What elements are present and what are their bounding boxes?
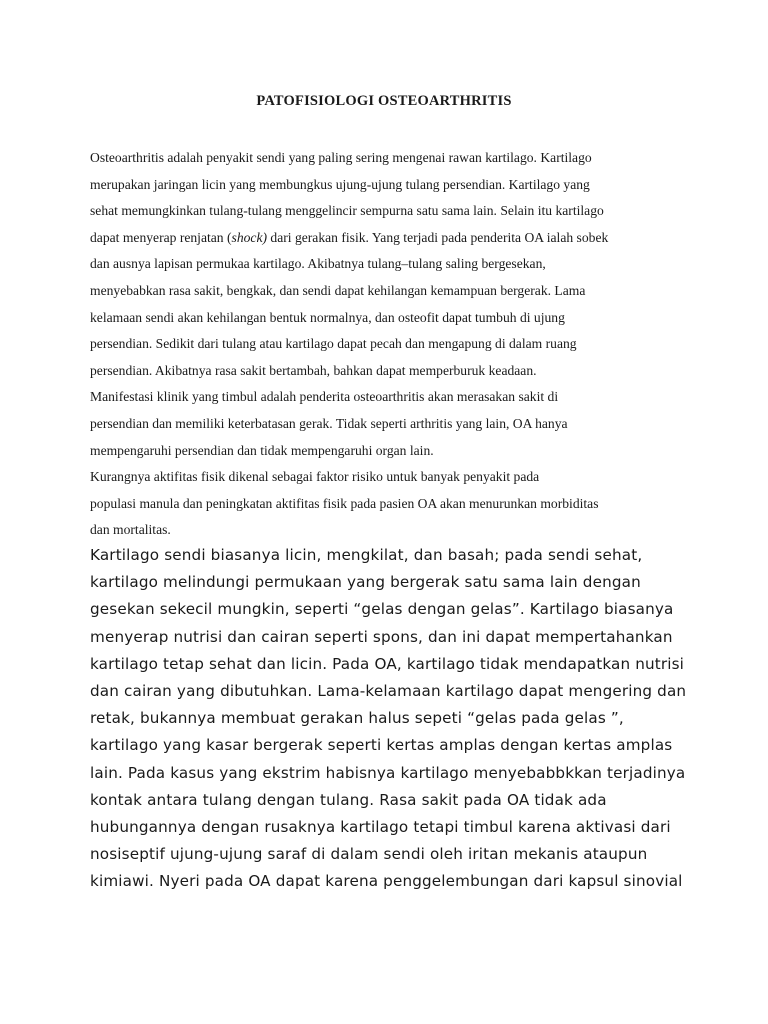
text-line: menyebabkan rasa sakit, bengkak, dan sendi dapat kehilangan kemampuan bergerak. Lama (90, 282, 586, 298)
text-line: Osteoarthritis adalah penyakit sendi yang paling sering mengenai rawan kartilago. Kartilago (90, 150, 592, 165)
text-line: lain. Pada kasus yang ekstrim habisnya kartilago menyebabbkkan terjadinya (90, 763, 686, 782)
text-line: retak, bukannya membuat gerakan halus sepeti “gelas pada gelas ”, (90, 709, 624, 728)
text-line: populasi manula dan peningkatan aktifitas fisik pada pasien OA akan menurunkan morbiditas (90, 495, 599, 511)
text-line: Kurangnya aktifitas fisik dikenal sebagai faktor risiko untuk banyak penyakit pada (90, 469, 540, 485)
text-segment: dari gerakan fisik. Yang terjadi pada penderita OA ialah sobek (270, 229, 609, 245)
sans-body (90, 542, 690, 896)
text-line: persendian. Akibatnya rasa sakit bertambah, bahkan dapat memperburuk keadaan. (90, 362, 537, 378)
text-line: persendian. Sedikit dari tulang atau kartilago dapat pecah dan mengapung di dalam ruang (90, 336, 577, 352)
text-segment: dapat menyerap renjatan ( (90, 229, 232, 245)
serif-body (90, 145, 690, 544)
text-line: sehat memungkinkan tulang-tulang menggelincir sempurna satu sama lain. Selain itu kartilago (90, 203, 604, 219)
text-line: mempengaruhi persendian dan tidak mempengaruhi organ lain. (90, 442, 434, 458)
text-line: dan ausnya lapisan permukaa kartilago. Akibatnya tulang–tulang saling bergesekan, (90, 256, 546, 272)
text-line-with-italic (90, 225, 690, 252)
text-line: kimiawi. Nyeri pada OA dapat karena penggelembungan dari kapsul sinovial (90, 872, 683, 891)
text-line: Manifestasi klinik yang timbul adalah penderita osteoarthritis akan merasakan sakit di (90, 389, 559, 405)
text-line: kelamaan sendi akan kehilangan bentuk normalnya, dan osteofit dapat tumbuh di ujung (90, 309, 565, 325)
text-line: kartilago tetap sehat dan licin. Pada OA, kartilago tidak mendapatkan nutrisi (90, 654, 685, 673)
text-line: menyerap nutrisi dan cairan seperti spons, dan ini dapat mempertahankan (90, 627, 673, 646)
text-line: dan cairan yang dibutuhkan. Lama-kelamaan kartilago dapat mengering dan (90, 682, 687, 701)
italic-term: shock) (231, 229, 268, 245)
text-line: dan mortalitas. (90, 522, 171, 538)
text-line: kontak antara tulang dengan tulang. Rasa sakit pada OA tidak ada (90, 790, 607, 809)
text-line: persendian dan memiliki keterbatasan gerak. Tidak seperti arthritis yang lain, OA hanya (90, 415, 568, 431)
text-line: hubungannya dengan rusaknya kartilago tetapi timbul karena aktivasi dari (90, 818, 671, 837)
text-line: gesekan sekecil mungkin, seperti “gelas dengan gelas”. Kartilago biasanya (90, 600, 674, 619)
text-line: kartilago yang kasar bergerak seperti kertas amplas dengan kertas amplas (90, 736, 673, 755)
page-title: PATOFISIOLOGI OSTEOARTHRITIS (256, 93, 512, 109)
text-line: Kartilago sendi biasanya licin, mengkilat, dan basah; pada sendi sehat, (90, 546, 643, 564)
text-line: merupakan jaringan licin yang membungkus ujung-ujung tulang persendian. Kartilago yang (90, 176, 590, 192)
text-line: kartilago melindungi permukaan yang bergerak satu sama lain dengan (90, 573, 641, 592)
text-line: nosiseptif ujung-ujung saraf di dalam sendi oleh iritan mekanis ataupun (90, 845, 648, 864)
